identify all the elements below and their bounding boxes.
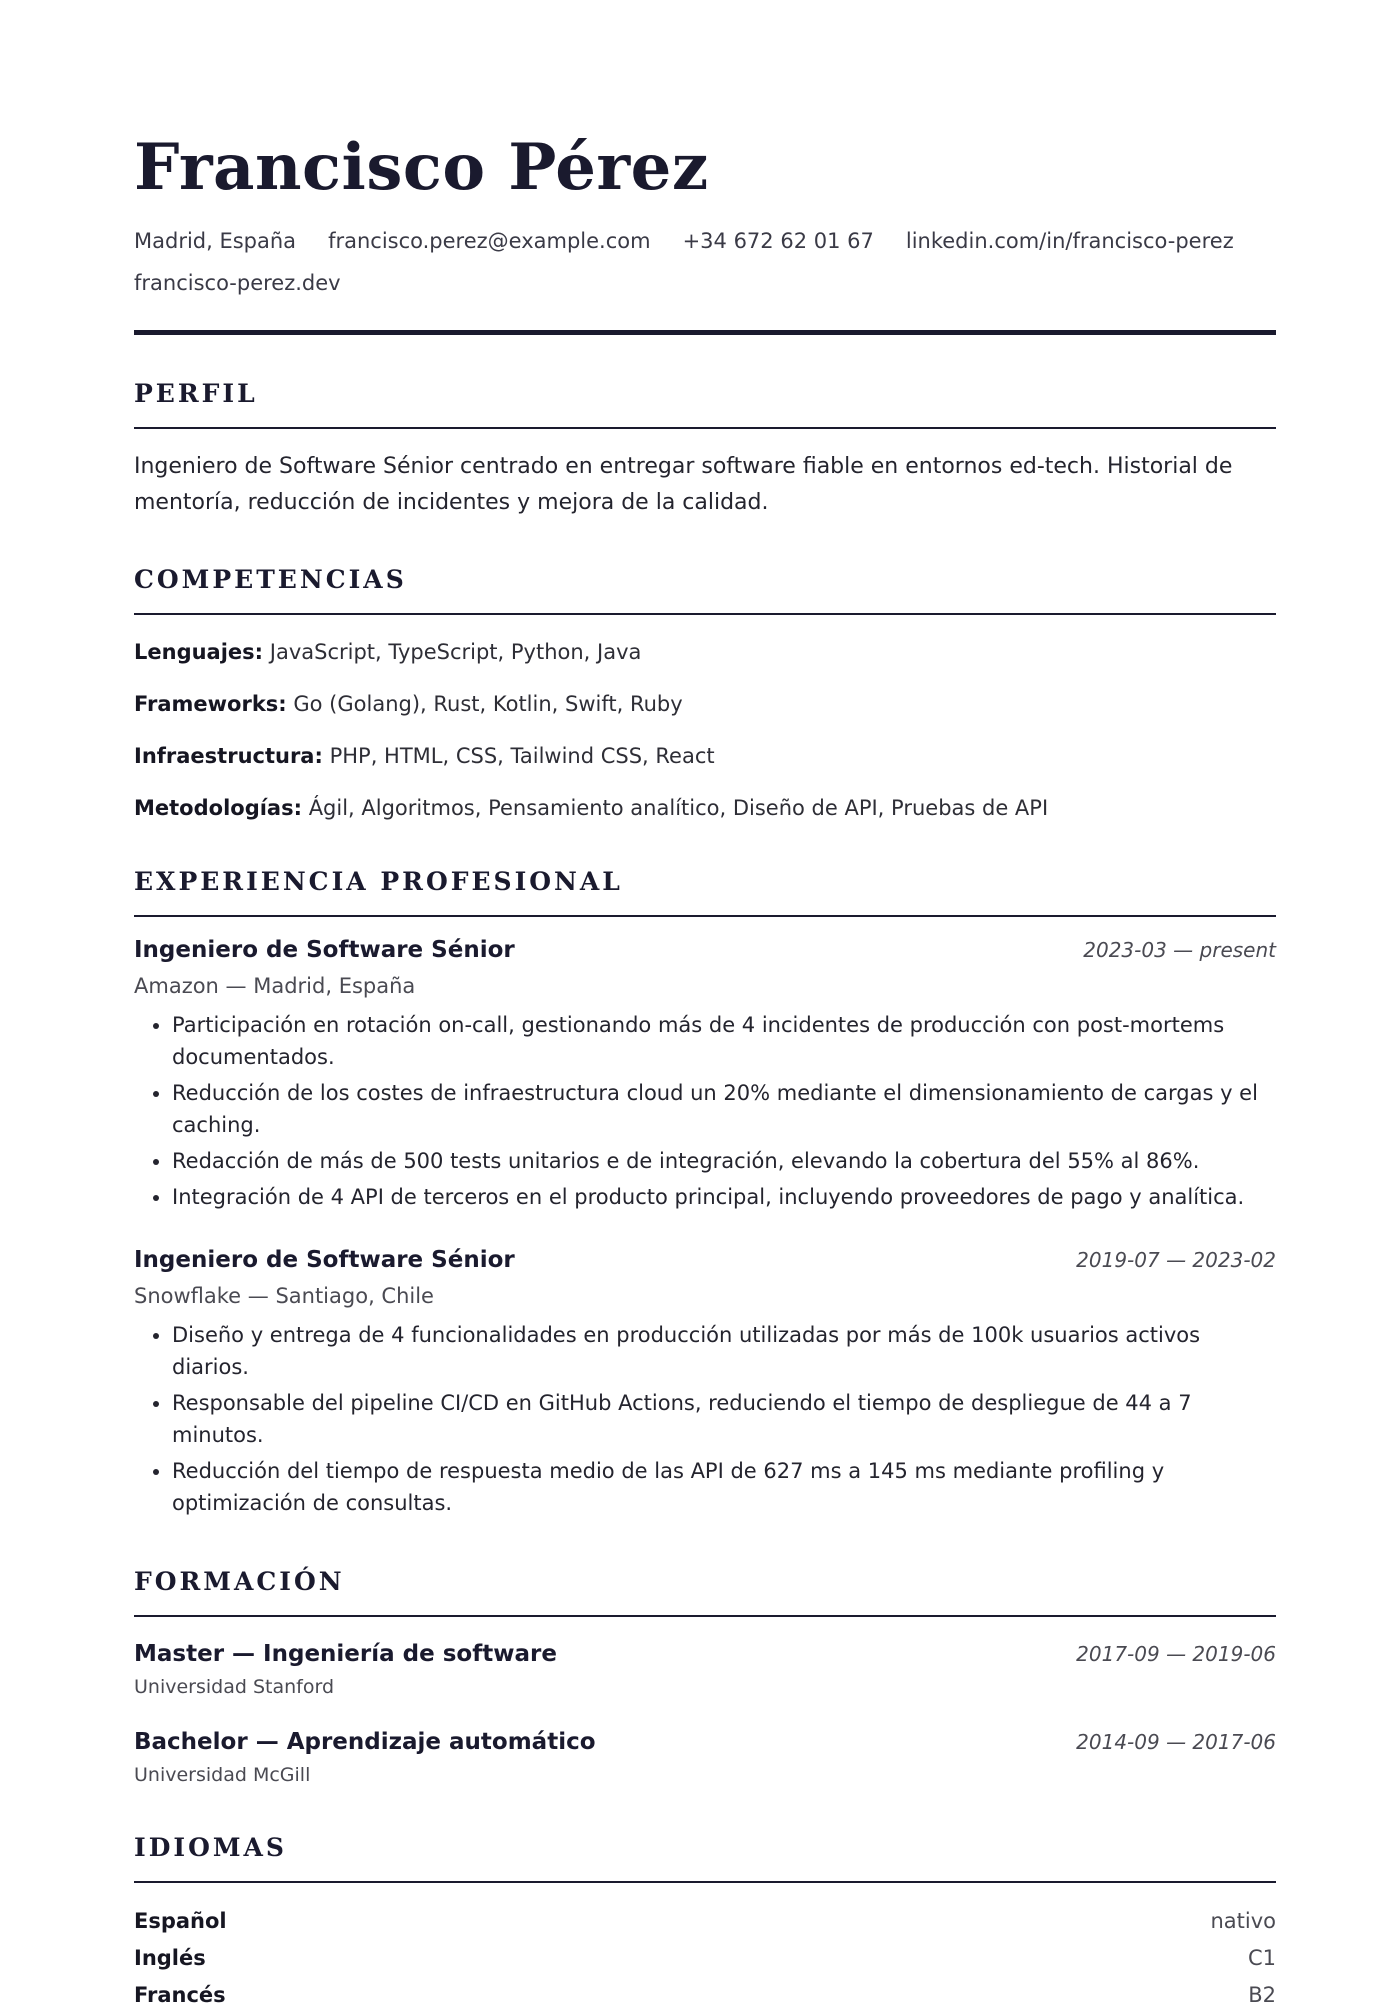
education-school: Universidad McGill xyxy=(134,1764,311,1786)
language-name: Francés xyxy=(134,1983,226,2007)
section-title-profile: PERFIL xyxy=(134,379,258,408)
contact-row xyxy=(134,220,1276,262)
section-divider xyxy=(134,1881,1276,1883)
section-title-education: FORMACIÓN xyxy=(134,1567,345,1596)
candidate-name: Francisco Pérez xyxy=(134,130,709,205)
skills-section xyxy=(134,521,1276,823)
skills-list xyxy=(134,637,1276,823)
experience-section xyxy=(134,823,1276,1519)
skill-items: JavaScript, TypeScript, Python, Java xyxy=(269,640,642,664)
job-bullets xyxy=(134,1009,1276,1213)
languages-section xyxy=(134,1789,1276,2014)
job-header xyxy=(134,1243,1276,1277)
skill-category: Infraestructura: xyxy=(134,744,323,768)
skill-category: Frameworks: xyxy=(134,692,287,716)
job-header xyxy=(134,933,1276,967)
education-header xyxy=(134,1637,1276,1671)
job-title: Ingeniero de Software Sénior xyxy=(134,937,515,963)
skill-items: PHP, HTML, CSS, Tailwind CSS, React xyxy=(329,744,715,768)
education-degree: Master — Ingeniería de software xyxy=(134,1641,557,1667)
job-bullet: • Participación en rotación on-call, gestionando más de 4 incidentes de producción con post-mortems documentados. xyxy=(172,1009,1276,1073)
skill-items: Go (Golang), Rust, Kotlin, Swift, Ruby xyxy=(293,692,683,716)
job-bullets xyxy=(134,1319,1276,1519)
job-entry xyxy=(134,1243,1276,1519)
language-level: nativo xyxy=(1210,1909,1276,1933)
languages-list xyxy=(134,1903,1276,2014)
job-company: Amazon — Madrid, España xyxy=(134,974,416,998)
skill-row xyxy=(134,637,1276,667)
resume-content xyxy=(134,128,1276,2014)
job-company: Snowflake — Santiago, Chile xyxy=(134,1284,434,1308)
contact-linkedin[interactable]: linkedin.com/in/francisco-perez xyxy=(905,229,1234,253)
section-divider xyxy=(134,1615,1276,1617)
job-bullet: • Diseño y entrega de 4 funcionalidades en producción utilizadas por más de 100k usuarios activos diarios. xyxy=(172,1319,1276,1383)
education-header xyxy=(134,1725,1276,1759)
education-dates: 2017-09 — 2019-06 xyxy=(1076,1642,1276,1666)
language-level: C1 xyxy=(1247,1946,1276,1970)
skill-row xyxy=(134,741,1276,771)
section-divider xyxy=(134,427,1276,429)
skill-row xyxy=(134,689,1276,719)
job-bullet: • Redacción de más de 500 tests unitarios e de integración, elevando la cobertura del 55% al 86%. xyxy=(172,1145,1276,1177)
education-school: Universidad Stanford xyxy=(134,1676,335,1698)
language-name: Inglés xyxy=(134,1946,206,1970)
education-degree: Bachelor — Aprendizaje automático xyxy=(134,1729,596,1755)
job-entry xyxy=(134,933,1276,1213)
education-dates: 2014-09 — 2017-06 xyxy=(1076,1730,1276,1754)
section-title-experience: EXPERIENCIA PROFESIONAL xyxy=(134,867,623,896)
education-section xyxy=(134,1523,1276,1789)
education-entry xyxy=(134,1725,1276,1789)
job-bullet: • Integración de 4 API de terceros en el producto principal, incluyendo proveedores de pago y analítica. xyxy=(172,1181,1276,1213)
skill-category: Lenguajes: xyxy=(134,640,264,664)
job-bullet: • Responsable del pipeline CI/CD en GitHub Actions, reduciendo el tiempo de despliegue de 44 a 7 minutos. xyxy=(172,1387,1276,1451)
skill-row xyxy=(134,793,1276,823)
section-divider xyxy=(134,915,1276,917)
profile-summary: Ingeniero de Software Sénior centrado en entregar software fiable en entornos ed-tech. Historial de mentoría, reducción de incidentes y mejora de la calidad. xyxy=(134,454,1233,515)
section-title-languages: IDIOMAS xyxy=(134,1833,287,1862)
education-entry xyxy=(134,1637,1276,1701)
contact-row-2 xyxy=(134,262,1276,304)
language-row xyxy=(134,1903,1276,1940)
job-title: Ingeniero de Software Sénior xyxy=(134,1247,515,1273)
language-row xyxy=(134,1940,1276,1977)
skill-category: Metodologías: xyxy=(134,796,302,820)
language-row xyxy=(134,1977,1276,2014)
contact-location: Madrid, España xyxy=(134,229,297,253)
contact-phone[interactable]: +34 672 62 01 67 xyxy=(682,229,874,253)
language-level: B2 xyxy=(1248,1983,1276,2007)
job-bullet: • Reducción de los costes de infraestructura cloud un 20% mediante el dimensionamiento de cargas y el caching. xyxy=(172,1077,1276,1141)
skill-items: Ágil, Algoritmos, Pensamiento analítico, Diseño de API, Pruebas de API xyxy=(308,796,1049,820)
job-bullet: • Reducción del tiempo de respuesta medio de las API de 627 ms a 145 ms mediante profiling y optimización de consultas. xyxy=(172,1455,1276,1519)
job-dates: 2023-03 — present xyxy=(1083,938,1276,962)
section-divider xyxy=(134,613,1276,615)
contact-email[interactable]: francisco.perez@example.com xyxy=(328,229,651,253)
contact-info xyxy=(134,220,1276,304)
job-dates: 2019-07 — 2023-02 xyxy=(1076,1248,1276,1272)
language-name: Español xyxy=(134,1909,227,1933)
section-title-skills: COMPETENCIAS xyxy=(134,565,407,594)
profile-section xyxy=(134,335,1276,521)
contact-website[interactable]: francisco-perez.dev xyxy=(134,271,341,295)
